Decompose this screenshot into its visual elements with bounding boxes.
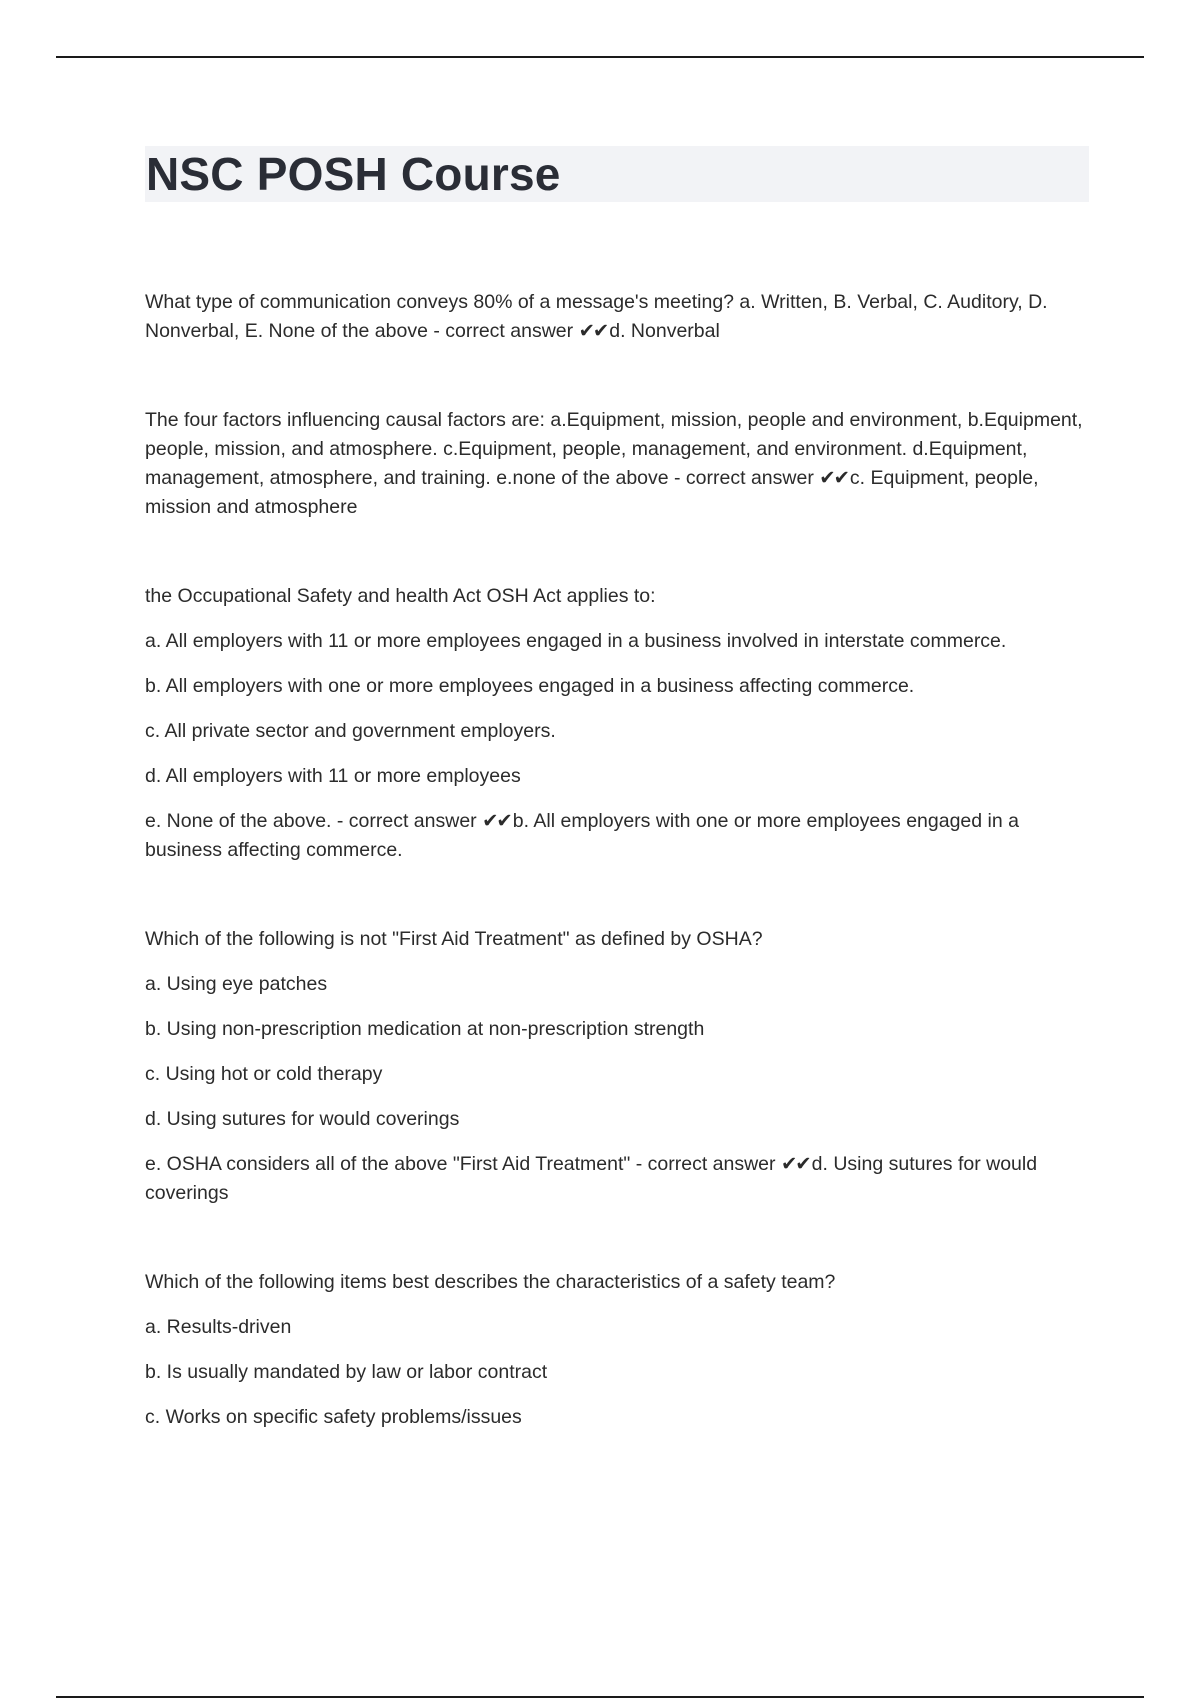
question-stem: What type of communication conveys 80% of a message's meeting? a. Written, B. Verbal, C. Auditory, D. Nonverbal, E. None of the above - correct answer (145, 291, 1048, 342)
question-stem: The four factors influencing causal factors are: a.Equipment, mission, people and environment, b.Equipment, people, mission, and atmosphere. c.Equipment, people, management, and environment. d.Equipment, management, atmosphere, and training. e.none of the above - correct answer (145, 409, 1083, 489)
answer-option: c. All private sector and government employers. (145, 720, 556, 742)
answer-option: d. All employers with 11 or more employees (145, 765, 521, 787)
answer-option: b. Is usually mandated by law or labor contract (145, 1361, 548, 1383)
question-block-2 (145, 406, 1085, 522)
question-block-5 (145, 1268, 1085, 1432)
checkmark-icon: ✔✔ (819, 467, 848, 489)
checkmark-icon: ✔✔ (482, 810, 511, 832)
answer-option: c. Works on specific safety problems/issues (145, 1406, 522, 1428)
question-block-3 (145, 582, 1085, 865)
answer-option-last: e. OSHA considers all of the above "First Aid Treatment" - correct answer ✔✔ d. Using sutures for would coverings (145, 1153, 1038, 1204)
answer-option: c. Using hot or cold therapy (145, 1063, 383, 1085)
correct-answer: b. All employers with one or more employees engaged in a business affecting commerce. (145, 810, 1019, 861)
answer-option: b. Using non-prescription medication at non-prescription strength (145, 1018, 705, 1040)
answer-option: a. Using eye patches (145, 973, 328, 995)
answer-option: d. Using sutures for would coverings (145, 1108, 460, 1130)
question-stem: the Occupational Safety and health Act OSH Act applies to: (145, 585, 656, 607)
page-title: NSC POSH Course (146, 148, 561, 200)
document-body (145, 288, 1085, 1492)
answer-option: a. All employers with 11 or more employees engaged in a business involved in interstate commerce. (145, 630, 1007, 652)
question-stem: Which of the following items best describes the characteristics of a safety team? (145, 1271, 836, 1293)
answer-option: a. Results-driven (145, 1316, 292, 1338)
correct-answer: c. Equipment, people, mission and atmosphere (145, 467, 1039, 518)
footer-rule (56, 1696, 1144, 1698)
correct-answer: d. Nonverbal (609, 320, 720, 342)
question-stem: Which of the following is not "First Aid Treatment" as defined by OSHA? (145, 928, 763, 950)
checkmark-icon: ✔✔ (780, 1153, 810, 1175)
question-text (145, 406, 1085, 522)
answer-option: b. All employers with one or more employees engaged in a business affecting commerce. (145, 675, 915, 697)
question-block-4 (145, 925, 1085, 1208)
answer-option-last: e. None of the above. - correct answer ✔✔ b. All employers with one or more employees engaged in a business affecting commerce. (145, 810, 1019, 861)
correct-answer: d. Using sutures for would coverings (145, 1153, 1038, 1204)
question-block-1 (145, 288, 1085, 346)
checkmark-icon: ✔✔ (578, 320, 608, 342)
question-text (145, 288, 1085, 346)
header-rule (56, 56, 1144, 58)
